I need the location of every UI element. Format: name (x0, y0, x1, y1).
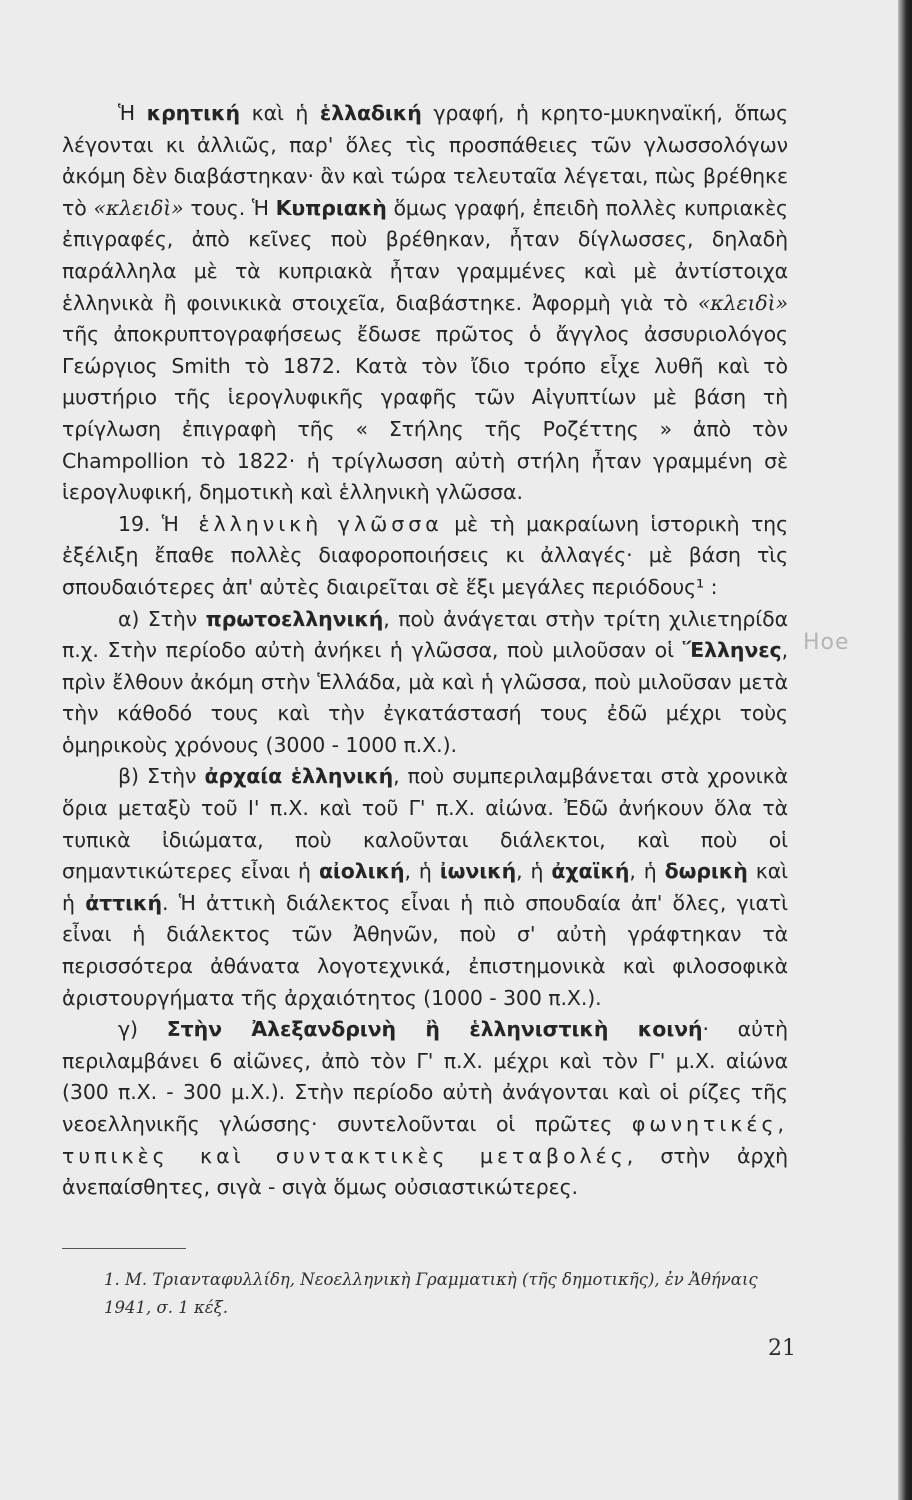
page-number: 21 (768, 1336, 796, 1361)
bold-term: Στὴν Ἀλεξανδρινὴ ἢ ἑλληνιστικὴ κοινή (166, 1017, 703, 1042)
margin-pencil-note: Hoe (803, 630, 850, 655)
bold-term: δωρικὴ (664, 859, 748, 884)
footnote: 1. Μ. Τριανταφυλλίδη, Νεοελληνικὴ Γραμματικὴ (τῆς δημοτικῆς), ἐν Ἀθήναις 1941, σ. 1 κέξ. (104, 1270, 758, 1317)
paragraph-4: β) Στὴν ἀρχαία ἑλληνική, ποὺ συμπεριλαμβάνεται στὰ χρονικὰ ὅρια μεταξὺ τοῦ Ι' π.Χ. καὶ τοῦ Γ' π.Χ. αἰώνα. Ἐδῶ ἀνήκουν ὅλα τὰ τυπικὰ ἰδιώματα, ποὺ καλοῦνται διάλεκτοι, καὶ ποὺ οἱ σημαντικώτερες εἶναι ἡ αἰολική, ἡ ἰωνική, ἡ ἀχαϊκή, ἡ δωρικὴ καὶ ἡ ἀττική. Ἡ ἀττικὴ διάλεκτος εἶναι ἡ πιὸ σπουδαία ἀπ' ὅλες, γιατὶ εἶναι ἡ διάλεκτος τῶν Ἀθηνῶν, ποὺ σ' αὐτὴ γράφτηκαν τὰ περισσότερα ἀθάνατα λογοτεχνικά, ἐπιστημονικὰ καὶ φιλοσοφικὰ ἀριστουργήματα τῆς ἀρχαιότητος (1000 - 300 π.Χ.). (62, 764, 788, 1010)
paragraph-2: 19. Ἡ ἑλληνικὴ γλῶσσα μὲ τὴ μακραίωνη ἱστορικὴ της ἐξέλιξη ἔπαθε πολλὲς διαφοροποιήσεις κι ἀλλαγές· μὲ βάση τὶς σπουδαιότερες ἀπ' αὐτὲς διαιρεῖται σὲ ἕξι μεγάλες περιόδους¹ : (62, 511, 789, 599)
italic-term: «κλειδὶ» (93, 195, 184, 220)
bold-term: ἀρχαία ἑλληνική (204, 764, 394, 789)
bold-term: ἑλλαδική (319, 101, 422, 125)
page-edge-shadow (898, 0, 912, 1500)
spaced-term: φωνητικές, τυπικὲς καὶ συντακτικὲς μεταβολές (62, 1112, 788, 1168)
bold-term: ἀχαϊκή (551, 859, 630, 884)
bold-term: Κυπριακὴ (275, 195, 387, 220)
bold-term: ἰωνική (439, 859, 517, 884)
bold-term: Ἕλληνες (682, 638, 782, 663)
bold-term: αἰολική (318, 859, 405, 884)
bold-term: κρητική (146, 101, 240, 125)
bold-term: ἀττική (85, 890, 162, 915)
body-text (62, 98, 788, 1204)
bold-term: πρωτοελληνική (205, 606, 384, 631)
italic-term: «κλειδὶ» (697, 290, 788, 315)
paragraph-5: γ) Στὴν Ἀλεξανδρινὴ ἢ ἑλληνιστικὴ κοινή· αὐτὴ περιλαμβάνει 6 αἰῶνες, ἀπὸ τὸν Γ' π.Χ. μέχρι καὶ τὸν Γ' μ.Χ. αἰώνα (300 π.Χ. - 300 μ.Χ.). Στὴν περίοδο αὐτὴ ἀνάγονται καὶ οἱ ρίζες τῆς νεοελληνικῆς γλώσσης· συντελοῦνται οἱ πρῶτες φωνητικές, τυπικὲς καὶ συντακτικὲς μεταβολές, στὴν ἀρχὴ ἀνεπαίσθητες, σιγὰ - σιγὰ ὅμως οὐσιαστικώτερες. (62, 1017, 789, 1200)
paragraph-1: Ἡ κρητική καὶ ἡ ἑλλαδική γραφή, ἡ κρητο-μυκηναϊκή, ὅπως λέγονται κι ἀλλιῶς, παρ' ὅλες τὶς προσπάθειες τῶν γλωσσολόγων ἀκόμη δὲν διαβάστηκαν· ἂν καὶ τώρα τελευταῖα λέγεται, πὼς βρέθηκε τὸ «κλειδὶ» τους. Ἡ Κυπριακὴ ὅμως γραφή, ἐπειδὴ πολλὲς κυπριακὲς ἐπιγραφές, ἀπὸ κεῖνες ποὺ βρέθηκαν, ἦταν δίγλωσσες, δηλαδὴ παράλληλα μὲ τὰ κυπριακὰ ἦταν γραμμένες καὶ μὲ ἀντίστοιχα ἑλληνικὰ ἢ φοινικικὰ στοιχεῖα, διαβάστηκε. Ἀφορμὴ γιὰ τὸ «κλειδὶ» τῆς ἀποκρυπτογραφήσεως ἔδωσε πρῶτος ὁ ἄγγλος ἀσσυριολόγος Γεώργιος Smith τὸ 1872. Κατὰ τὸν ἴδιο τρόπο εἶχε λυθῆ καὶ τὸ μυστήριο τῆς ἱερογλυφικῆς γραφῆς τῶν Αἰγυπτίων μὲ βάση τὴ τρίγλωση ἐπιγραφὴ τῆς « Στήλης τῆς Ροζέττης » ἀπὸ τὸν Champollion τὸ 1822· ἡ τρίγλωσση αὐτὴ στήλη ἦταν γραμμένη σὲ ἱερογλυφική, δημοτικὴ καὶ ἑλληνικὴ γλῶσσα. (62, 101, 789, 505)
footnote-rule (62, 1248, 186, 1249)
paragraph-3: α) Στὴν πρωτοελληνική, ποὺ ἀνάγεται στὴν τρίτη χιλιετηρίδα π.χ. Στὴν περίοδο αὐτὴ ἀνήκει ἡ γλῶσσα, ποὺ μιλοῦσαν οἱ Ἕλληνες, πρὶν ἔλθουν ἀκόμη στὴν Ἑλλάδα, μὰ καὶ ἡ γλῶσσα, ποὺ μιλοῦσαν μετὰ τὴν κάθοδό τους καὶ τὴν ἐγκατάστασή τους ἐδῶ μέχρι τοὺς ὁμηρικοὺς χρόνους (3000 - 1000 π.Χ.). (62, 606, 788, 757)
spaced-term: Ἡ ἑλληνικὴ γλῶσσα (161, 511, 443, 536)
